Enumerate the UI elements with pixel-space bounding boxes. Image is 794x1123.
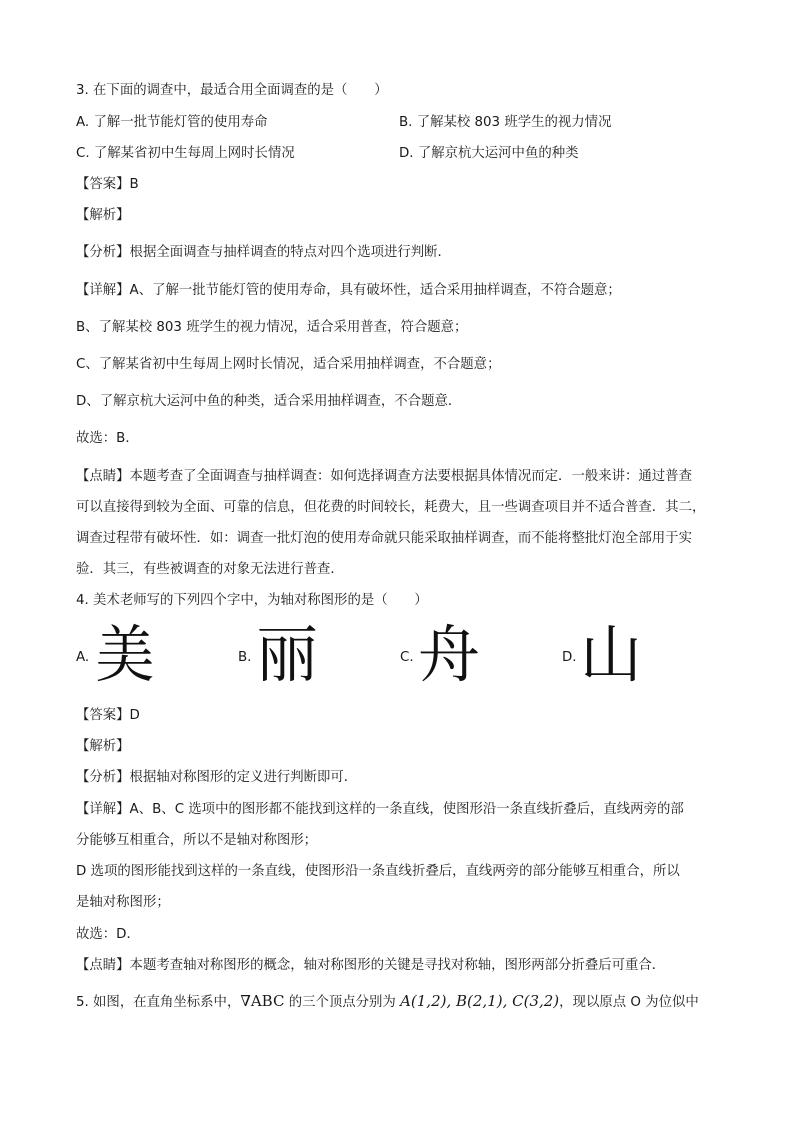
- q3-option-d: D. 了解京杭大运河中鱼的种类: [399, 146, 579, 161]
- q3-dianjing-4: 验．其三，有些被调查的对象无法进行普查．: [76, 562, 344, 577]
- q4-choice-a-letter: A.: [76, 650, 90, 665]
- q5-suffix: ，现以原点 O 为位似中: [559, 995, 699, 1010]
- q3-stem: 3. 在下面的调查中，最适合用全面调查的是（ ）: [76, 83, 388, 98]
- q4-choice-b-letter: B.: [238, 650, 252, 665]
- q4-xiangjie-3: D 选项的图形能找到这样的一条直线，使图形沿一条直线折叠后，直线两旁的部分能够互相重合，所以: [76, 864, 680, 879]
- q4-analysis-label: 【解析】: [76, 739, 130, 754]
- q4-dianjing: 【点睛】本题考查轴对称图形的概念，轴对称图形的关键是寻找对称轴，图形两部分折叠后可重合．: [76, 958, 666, 973]
- q4-choice-b: [238, 618, 358, 692]
- q4-stem: 4. 美术老师写的下列四个字中，为轴对称图形的是（ ）: [76, 593, 428, 608]
- q4-choice-d: [562, 618, 682, 692]
- q3-fenxi: 【分析】根据全面调查与抽样调查的特点对四个选项进行判断．: [76, 245, 451, 260]
- q4-choice-c: [400, 618, 520, 692]
- q3-xiangjie-1: 【详解】A、了解一批节能灯管的使用寿命，具有破坏性，适合采用抽样调查，不符合题意；: [76, 283, 621, 298]
- q3-analysis-label: 【解析】: [76, 208, 130, 223]
- q3-xiangjie-4: D、了解京杭大运河中鱼的种类，适合采用抽样调查，不合题意．: [76, 394, 462, 409]
- q4-xiangjie-2: 分能够互相重合，所以不是轴对称图形；: [76, 833, 318, 848]
- q4-choice-d-letter: D.: [562, 650, 577, 665]
- q5-triangle: ∇ABC: [240, 992, 285, 1010]
- q4-choice-c-char: 舟: [418, 618, 481, 691]
- q4-choice-a: [76, 618, 196, 692]
- q3-xiangjie-3: C、了解某省初中生每周上网时长情况，适合采用抽样调查，不合题意；: [76, 357, 501, 372]
- q4-choice-b-char: 丽: [256, 618, 319, 691]
- q5-stem: [76, 992, 699, 1012]
- q3-answer: 【答案】B: [76, 177, 139, 192]
- q4-answer: 【答案】D: [76, 708, 140, 723]
- q3-option-a: A. 了解一批节能灯管的使用寿命: [76, 115, 268, 130]
- q4-choose: 故选：D．: [76, 927, 140, 942]
- q4-choice-a-char: 美: [95, 618, 155, 691]
- q5-prefix: 5. 如图，在直角坐标系中，: [76, 995, 241, 1010]
- q4-xiangjie-4: 是轴对称图形；: [76, 895, 170, 910]
- q3-option-c: C. 了解某省初中生每周上网时长情况: [76, 146, 295, 161]
- q4-choice-c-letter: C.: [400, 650, 414, 665]
- q3-dianjing-3: 调查过程带有破坏性．如：调查一批灯泡的使用寿命就只能采取抽样调查，而不能将整批灯泡全部用于实: [76, 531, 692, 546]
- q3-dianjing-2: 可以直接得到较为全面、可靠的信息，但花费的时间较长，耗费大，且一些调查项目并不适合普查．其二，: [76, 500, 706, 515]
- q3-option-b: B. 了解某校 803 班学生的视力情况: [399, 115, 612, 130]
- q3-choose: 故选：B．: [76, 431, 139, 446]
- q4-choice-d-char: 山: [580, 618, 643, 691]
- q3-xiangjie-2: B、了解某校 803 班学生的视力情况，适合采用普查，符合题意；: [76, 320, 468, 335]
- q4-xiangjie-1: 【详解】A、B、C 选项中的图形都不能找到这样的一条直线，使图形沿一条直线折叠后，直线两旁的部: [76, 802, 684, 817]
- q3-dianjing-1: 【点睛】本题考查了全面调查与抽样调查：如何选择调查方法要根据具体情况而定．一般来讲：通过普查: [76, 469, 692, 484]
- q4-fenxi: 【分析】根据轴对称图形的定义进行判断即可．: [76, 770, 358, 785]
- q5-middle: 的三个顶点分别为: [284, 995, 401, 1010]
- q5-points: A(1,2), B(2,1), C(3,2): [400, 992, 560, 1010]
